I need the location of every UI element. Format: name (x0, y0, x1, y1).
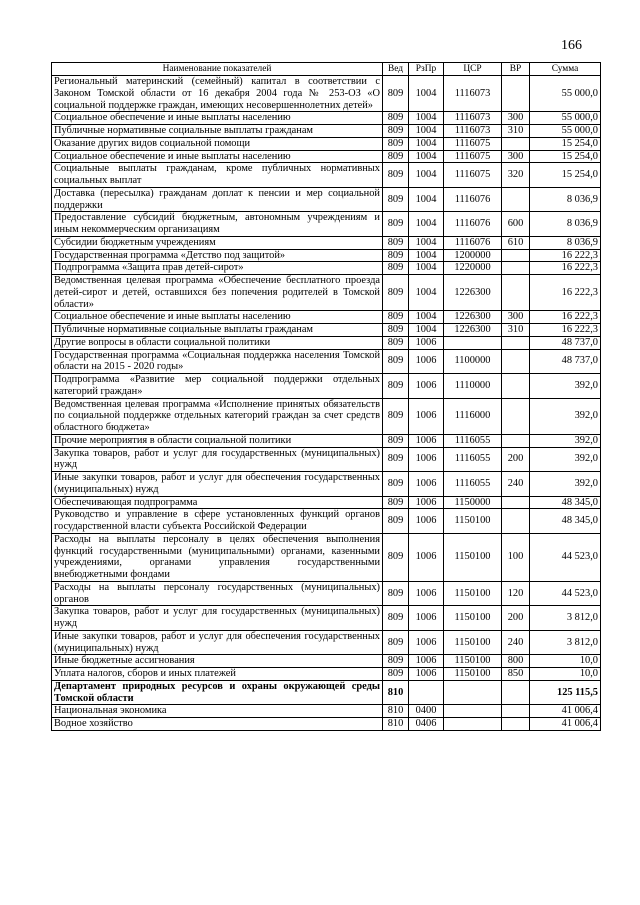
cell-sum: 44 523,0 (530, 533, 601, 581)
cell-sum: 16 222,3 (530, 262, 601, 275)
cell-sum: 8 036,9 (530, 212, 601, 237)
cell-csr: 1116075 (444, 137, 502, 150)
table-row (52, 718, 601, 731)
cell-rzpr: 0406 (409, 718, 444, 731)
cell-sum: 15 254,0 (530, 163, 601, 188)
cell-rzpr: 1004 (409, 163, 444, 188)
cell-vr (502, 275, 530, 311)
table-row (52, 630, 601, 655)
cell-name: Водное хозяйство (52, 718, 383, 731)
cell-rzpr: 1006 (409, 336, 444, 349)
cell-vr (502, 336, 530, 349)
cell-name: Иные закупки товаров, работ и услуг для обеспечения государственных (муниципальных) нужд (52, 630, 383, 655)
table-row (52, 447, 601, 472)
cell-vr (502, 705, 530, 718)
header-ved: Вед (383, 63, 409, 76)
cell-csr: 1116075 (444, 150, 502, 163)
table-row (52, 324, 601, 337)
header-name: Наименование показателей (52, 63, 383, 76)
cell-name: Расходы на выплаты персоналу в целях обеспечения выполнения функций государственными (муниципальными) органами, казенными учреждениями, органами управления государственными внебюджетными фондами (52, 533, 383, 581)
cell-vr: 800 (502, 655, 530, 668)
cell-rzpr: 1006 (409, 472, 444, 497)
cell-csr: 1116076 (444, 212, 502, 237)
cell-ved: 809 (383, 76, 409, 112)
table-row (52, 125, 601, 138)
table-row (52, 249, 601, 262)
cell-vr: 100 (502, 533, 530, 581)
table-row (52, 212, 601, 237)
cell-sum: 55 000,0 (530, 76, 601, 112)
cell-sum: 41 006,4 (530, 718, 601, 731)
cell-name: Уплата налогов, сборов и иных платежей (52, 668, 383, 681)
cell-name: Оказание других видов социальной помощи (52, 137, 383, 150)
header-sum: Сумма (530, 63, 601, 76)
cell-name: Социальные выплаты гражданам, кроме публичных нормативных социальных выплат (52, 163, 383, 188)
cell-name: Департамент природных ресурсов и охраны окружающей среды Томской области (52, 680, 383, 705)
cell-rzpr: 1004 (409, 262, 444, 275)
cell-ved: 810 (383, 718, 409, 731)
cell-sum: 8 036,9 (530, 236, 601, 249)
cell-name: Социальное обеспечение и иные выплаты населению (52, 112, 383, 125)
cell-sum: 392,0 (530, 472, 601, 497)
cell-vr (502, 137, 530, 150)
cell-sum: 44 523,0 (530, 581, 601, 606)
cell-sum: 16 222,3 (530, 249, 601, 262)
cell-sum: 125 115,5 (530, 680, 601, 705)
cell-ved: 809 (383, 447, 409, 472)
cell-vr: 300 (502, 311, 530, 324)
cell-rzpr: 1006 (409, 374, 444, 399)
cell-vr: 600 (502, 212, 530, 237)
cell-ved: 809 (383, 434, 409, 447)
table-row (52, 509, 601, 534)
cell-vr: 850 (502, 668, 530, 681)
cell-name: Обеспечивающая подпрограмма (52, 496, 383, 509)
table-row (52, 374, 601, 399)
cell-vr: 310 (502, 324, 530, 337)
cell-rzpr: 1006 (409, 447, 444, 472)
cell-csr: 1116076 (444, 236, 502, 249)
cell-rzpr: 0400 (409, 705, 444, 718)
table-row (52, 533, 601, 581)
cell-name: Предоставление субсидий бюджетным, автономным учреждениям и иным некоммерческим организациям (52, 212, 383, 237)
cell-name: Ведомственная целевая программа «Обеспечение бесплатного проезда детей-сирот и детей, оставшихся без попечения родителей в Томской области» (52, 275, 383, 311)
cell-csr: 1226300 (444, 324, 502, 337)
cell-sum: 3 812,0 (530, 606, 601, 631)
cell-ved: 809 (383, 472, 409, 497)
table-row (52, 336, 601, 349)
cell-ved: 809 (383, 324, 409, 337)
cell-csr: 1150100 (444, 655, 502, 668)
cell-ved: 809 (383, 655, 409, 668)
cell-vr (502, 680, 530, 705)
cell-ved: 809 (383, 606, 409, 631)
cell-sum: 3 812,0 (530, 630, 601, 655)
cell-name: Иные бюджетные ассигнования (52, 655, 383, 668)
cell-csr: 1226300 (444, 311, 502, 324)
cell-sum: 48 345,0 (530, 496, 601, 509)
cell-sum: 55 000,0 (530, 125, 601, 138)
table-row (52, 76, 601, 112)
cell-csr: 1100000 (444, 349, 502, 374)
cell-csr: 1116075 (444, 163, 502, 188)
table-row (52, 311, 601, 324)
cell-ved: 809 (383, 668, 409, 681)
cell-name: Прочие мероприятия в области социальной политики (52, 434, 383, 447)
cell-csr: 1116076 (444, 187, 502, 212)
cell-vr: 200 (502, 447, 530, 472)
cell-ved: 809 (383, 336, 409, 349)
cell-vr: 240 (502, 472, 530, 497)
cell-name: Доставка (пересылка) гражданам доплат к пенсии и мер социальной поддержки (52, 187, 383, 212)
cell-name: Региональный материнский (семейный) капитал в соответствии с Законом Томской области от 16 декабря 2004 года № 253-ОЗ «О социальной поддержке граждан, имеющих несовершеннолетних детей» (52, 76, 383, 112)
cell-sum: 15 254,0 (530, 137, 601, 150)
cell-ved: 809 (383, 262, 409, 275)
cell-vr (502, 398, 530, 434)
cell-rzpr: 1006 (409, 509, 444, 534)
cell-csr (444, 336, 502, 349)
table-row (52, 236, 601, 249)
cell-name: Государственная программа «Детство под защитой» (52, 249, 383, 262)
cell-csr: 1150100 (444, 581, 502, 606)
table-row (52, 262, 601, 275)
cell-csr: 1116073 (444, 125, 502, 138)
cell-vr: 200 (502, 606, 530, 631)
cell-rzpr: 1004 (409, 249, 444, 262)
cell-csr: 1150100 (444, 533, 502, 581)
cell-name: Ведомственная целевая программа «Исполнение принятых обязательств по социальной поддержке отдельных категорий граждан за счет средств областного бюджета» (52, 398, 383, 434)
cell-sum: 41 006,4 (530, 705, 601, 718)
cell-vr (502, 349, 530, 374)
cell-rzpr: 1004 (409, 76, 444, 112)
cell-rzpr: 1006 (409, 606, 444, 631)
cell-rzpr: 1006 (409, 630, 444, 655)
cell-vr: 310 (502, 125, 530, 138)
cell-name: Закупка товаров, работ и услуг для государственных (муниципальных) нужд (52, 447, 383, 472)
cell-ved: 809 (383, 496, 409, 509)
table-row (52, 668, 601, 681)
cell-sum: 10,0 (530, 655, 601, 668)
cell-ved: 809 (383, 349, 409, 374)
cell-vr (502, 262, 530, 275)
cell-vr: 300 (502, 150, 530, 163)
cell-ved: 809 (383, 163, 409, 188)
cell-name: Публичные нормативные социальные выплаты гражданам (52, 125, 383, 138)
cell-name: Иные закупки товаров, работ и услуг для обеспечения государственных (муниципальных) нужд (52, 472, 383, 497)
cell-name: Публичные нормативные социальные выплаты гражданам (52, 324, 383, 337)
budget-table (51, 62, 601, 731)
cell-name: Закупка товаров, работ и услуг для государственных (муниципальных) нужд (52, 606, 383, 631)
page-number: 166 (561, 38, 582, 53)
cell-name: Руководство и управление в сфере установленных функций органов государственной власти субъекта Российской Федерации (52, 509, 383, 534)
cell-vr (502, 496, 530, 509)
cell-rzpr: 1004 (409, 137, 444, 150)
cell-rzpr: 1006 (409, 581, 444, 606)
cell-csr: 1150100 (444, 668, 502, 681)
cell-name: Подпрограмма «Защита прав детей-сирот» (52, 262, 383, 275)
cell-rzpr: 1006 (409, 533, 444, 581)
header-csr: ЦСР (444, 63, 502, 76)
cell-name: Подпрограмма «Развитие мер социальной поддержки отдельных категорий граждан» (52, 374, 383, 399)
cell-ved: 809 (383, 249, 409, 262)
cell-sum: 55 000,0 (530, 112, 601, 125)
header-rzpr: РзПр (409, 63, 444, 76)
table-row (52, 606, 601, 631)
cell-name: Другие вопросы в области социальной политики (52, 336, 383, 349)
table-row (52, 112, 601, 125)
cell-rzpr: 1004 (409, 187, 444, 212)
cell-sum: 8 036,9 (530, 187, 601, 212)
cell-rzpr: 1004 (409, 212, 444, 237)
cell-sum: 10,0 (530, 668, 601, 681)
cell-vr (502, 718, 530, 731)
cell-sum: 48 345,0 (530, 509, 601, 534)
cell-ved: 809 (383, 509, 409, 534)
cell-ved: 809 (383, 311, 409, 324)
cell-rzpr: 1004 (409, 324, 444, 337)
cell-csr: 1150100 (444, 509, 502, 534)
cell-sum: 392,0 (530, 434, 601, 447)
cell-csr: 1116055 (444, 447, 502, 472)
cell-name: Национальная экономика (52, 705, 383, 718)
cell-ved: 809 (383, 533, 409, 581)
cell-name: Социальное обеспечение и иные выплаты населению (52, 150, 383, 163)
cell-ved: 810 (383, 705, 409, 718)
cell-ved: 809 (383, 374, 409, 399)
cell-rzpr: 1006 (409, 496, 444, 509)
table-row (52, 163, 601, 188)
cell-vr (502, 434, 530, 447)
cell-sum: 48 737,0 (530, 336, 601, 349)
cell-vr: 300 (502, 112, 530, 125)
cell-csr (444, 680, 502, 705)
table-row (52, 275, 601, 311)
table-body (52, 76, 601, 731)
cell-vr: 320 (502, 163, 530, 188)
cell-csr: 1150100 (444, 630, 502, 655)
table-row (52, 187, 601, 212)
cell-rzpr: 1006 (409, 349, 444, 374)
table-row (52, 150, 601, 163)
cell-csr: 1200000 (444, 249, 502, 262)
cell-sum: 392,0 (530, 374, 601, 399)
cell-ved: 809 (383, 398, 409, 434)
cell-rzpr: 1004 (409, 311, 444, 324)
cell-csr: 1150000 (444, 496, 502, 509)
cell-csr: 1116073 (444, 112, 502, 125)
cell-rzpr: 1006 (409, 434, 444, 447)
cell-rzpr: 1004 (409, 112, 444, 125)
cell-vr (502, 76, 530, 112)
cell-csr: 1116073 (444, 76, 502, 112)
table-row (52, 655, 601, 668)
cell-ved: 809 (383, 137, 409, 150)
cell-csr: 1110000 (444, 374, 502, 399)
cell-rzpr: 1006 (409, 398, 444, 434)
cell-sum: 16 222,3 (530, 324, 601, 337)
cell-sum: 16 222,3 (530, 275, 601, 311)
cell-name: Социальное обеспечение и иные выплаты населению (52, 311, 383, 324)
cell-ved: 809 (383, 275, 409, 311)
cell-sum: 48 737,0 (530, 349, 601, 374)
cell-sum: 15 254,0 (530, 150, 601, 163)
cell-ved: 809 (383, 630, 409, 655)
table-row (52, 680, 601, 705)
cell-rzpr: 1004 (409, 275, 444, 311)
table-row (52, 581, 601, 606)
table-row (52, 705, 601, 718)
cell-vr: 120 (502, 581, 530, 606)
cell-name: Расходы на выплаты персоналу государственных (муниципальных) органов (52, 581, 383, 606)
cell-csr (444, 718, 502, 731)
cell-rzpr: 1006 (409, 668, 444, 681)
cell-ved: 809 (383, 125, 409, 138)
cell-sum: 16 222,3 (530, 311, 601, 324)
cell-rzpr: 1004 (409, 125, 444, 138)
cell-csr: 1116055 (444, 434, 502, 447)
cell-vr (502, 249, 530, 262)
table-row (52, 137, 601, 150)
table-row (52, 349, 601, 374)
cell-csr: 1220000 (444, 262, 502, 275)
cell-ved: 810 (383, 680, 409, 705)
cell-ved: 809 (383, 112, 409, 125)
cell-vr (502, 187, 530, 212)
table-row (52, 434, 601, 447)
cell-ved: 809 (383, 150, 409, 163)
cell-csr: 1226300 (444, 275, 502, 311)
cell-sum: 392,0 (530, 447, 601, 472)
cell-ved: 809 (383, 236, 409, 249)
cell-ved: 809 (383, 581, 409, 606)
table-header-row (52, 63, 601, 76)
cell-csr (444, 705, 502, 718)
cell-sum: 392,0 (530, 398, 601, 434)
cell-name: Государственная программа «Социальная поддержка населения Томской области на 2015 - 2020 годы» (52, 349, 383, 374)
cell-ved: 809 (383, 212, 409, 237)
table-row (52, 496, 601, 509)
cell-csr: 1116055 (444, 472, 502, 497)
cell-rzpr (409, 680, 444, 705)
cell-name: Субсидии бюджетным учреждениям (52, 236, 383, 249)
cell-vr (502, 374, 530, 399)
cell-csr: 1150100 (444, 606, 502, 631)
cell-vr: 610 (502, 236, 530, 249)
cell-ved: 809 (383, 187, 409, 212)
table-row (52, 398, 601, 434)
cell-vr (502, 509, 530, 534)
cell-rzpr: 1004 (409, 236, 444, 249)
cell-vr: 240 (502, 630, 530, 655)
table-row (52, 472, 601, 497)
cell-rzpr: 1004 (409, 150, 444, 163)
cell-csr: 1116000 (444, 398, 502, 434)
cell-rzpr: 1006 (409, 655, 444, 668)
header-vr: ВР (502, 63, 530, 76)
